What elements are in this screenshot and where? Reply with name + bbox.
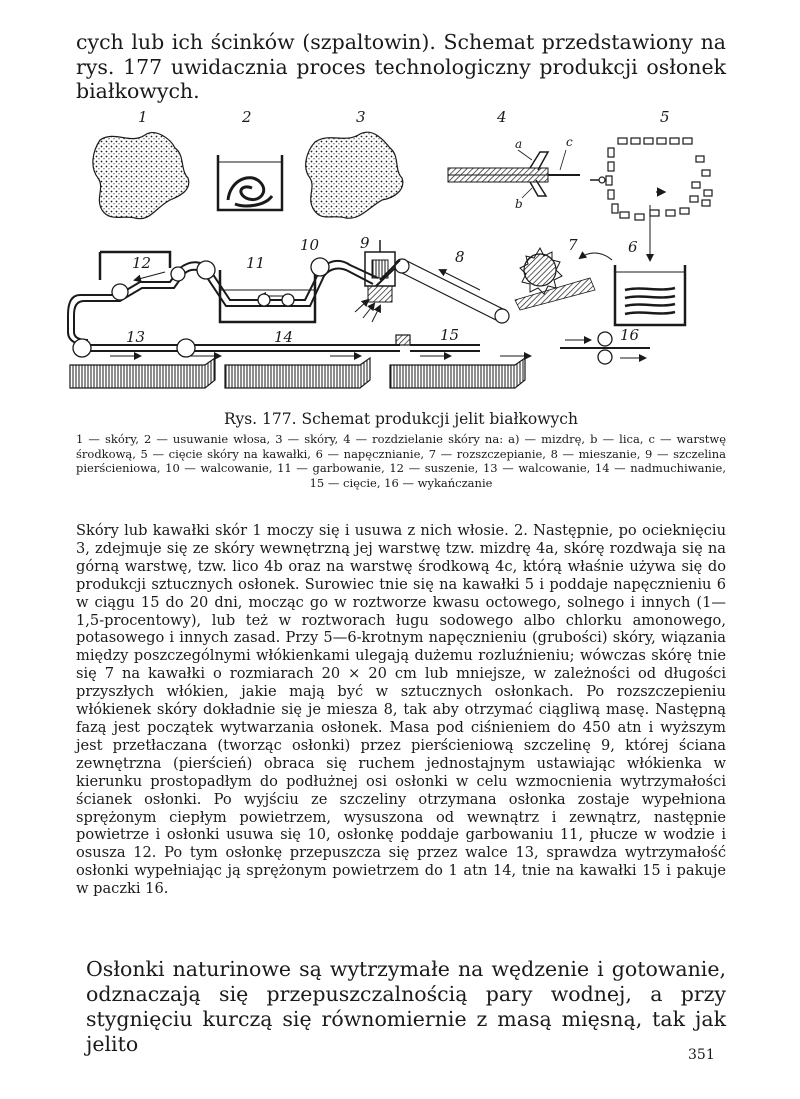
label-15: 15 [440,326,460,344]
label-b: b [515,197,523,211]
hide-3 [306,132,403,218]
rollers-lower [73,332,612,364]
roller-10 [311,258,329,276]
intro-paragraph: cych lub ich ścinków (szpaltowin). Schemat przedstawiony na rys. 177 uwidacznia proces technologiczny produkcji osłonek białkowych. [76,30,726,103]
hide-1 [93,133,189,219]
label-c: c [566,135,573,149]
roller-11c [282,294,294,306]
pieces-5 [590,138,712,220]
roller-11b [258,294,270,306]
process-diagram [60,100,740,410]
figure-177 [60,100,740,410]
page-number: 351 [688,1047,715,1063]
label-a: a [515,137,523,151]
label-14: 14 [274,328,294,346]
roller-12b [171,267,185,281]
casing-line-lower [88,340,650,358]
cutter-7 [515,248,595,310]
label-11: 11 [246,254,266,272]
label-8: 8 [455,248,465,266]
label-10: 10 [300,236,320,254]
roller-16b [598,350,612,364]
label-2: 2 [242,108,252,126]
knife-15 [396,335,410,345]
label-13: 13 [126,328,146,346]
label-7: 7 [568,236,578,254]
mixer-8 [395,259,509,323]
label-3: 3 [356,108,366,126]
roller-16a [598,332,612,346]
figure-legend: 1 — skóry, 2 — usuwanie włosa, 3 — skóry, 4 — rozdzielanie skóry na: a) — mizdrę, b — lica, c — warstwę środkową, 5 — cięcie skóry na kawałki, 6 — napęcznianie, 7 — rozszczepianie, 8 — mieszanie, 9 — szczelina pierścieniowa, 10 — walcowanie, 11 — garbowanie, 12 — suszenie, 13 — walcowanie, 14 — nadmuchiwanie, 15 — cięcie, 16 — wykańczanie [76,432,726,490]
label-16: 16 [620,326,640,344]
roller-11a [197,261,215,279]
die-9 [355,240,395,322]
roller-13a [73,339,91,357]
label-1: 1 [138,108,148,126]
closing-paragraph: Osłonki naturinowe są wytrzymałe na wędzenie i gotowanie, odznaczają się przepuszczalnością pary wodnej, a przy stygnięciu kurczą się równomiernie z masą mięsną, tak jak jelito [86,957,726,1056]
label-12: 12 [132,254,152,272]
label-5: 5 [660,108,670,126]
vat-2 [218,155,282,210]
label-4: 4 [497,108,507,126]
splitter-4 [448,150,580,198]
figure-caption: Rys. 177. Schemat produkcji jelit białkowych [224,410,578,428]
label-6: 6 [628,238,638,256]
vat-6 [580,205,685,325]
roller-12 [112,284,128,300]
roller-13b [177,339,195,357]
label-9: 9 [360,234,370,252]
body-paragraph: Skóry lub kawałki skór 1 moczy się i usuwa z nich włosie. 2. Następnie, po ocieknięciu 3, zdejmuje się ze skóry wewnętrzną jej warstwę tzw. mizdrę 4a, skórę rozdwaja się na górną warstwę, tzw. lico 4b oraz na warstwę środkową 4c, którą właśnie używa się do produkcji sztucznych osłonek. Surowiec tnie się na kawałki 5 i poddaje napęcznieniu 6 w ciągu 15 do 20 dni, mocząc go w roztworze kwasu octowego, solnego i innych (1—1,5-procentowy), lub też w roztworach ługu sodowego albo chlorku amonowego, potasowego i innych zasad. Przy 5—6-krotnym napęcznieniu (grubości) skóry, wiązania między poszczególnymi włókienkami ulegają dużemu rozluźnieniu; wówczas skórę tnie się 7 na kawałki o rozmiarach 20 × 20 cm lub mniejsze, w zależności od długości przyszłych włókien, jakie mają być w sztucznych osłonkach. Po rozszczepieniu włókienek skóry dokładnie się je miesza 8, tak aby otrzymać ciągliwą masę. Następną fazą jest początek wytwarzania osłonek. Masa pod ciśnieniem do 450 atn i wyższym jest przetłaczana (tworząc osłonki) przez pierścieniową szczelinę 9, której ściana zewnętrzna (pierścień) obraca się ruchem jednostajnym ustawiając włókienka w kierunku prostopadłym do podłużnej osi osłonki w celu wzmocnienia wytrzymałości ścianek osłonki. Po wyjściu ze szczeliny otrzymana osłonka zostaje wypełniona sprężonym ciepłym powietrzem, wysuszona od wewnątrz i zewnątrz, następnie powietrze i osłonki usuwa się 10, osłonkę poddaje garbowaniu 11, płucze w wodzie i osusza 12. Po tym osłonkę przepuszcza się przez walce 13, sprawdza wytrzymałość osłonki wypełniając ją sprężonym powietrzem do 1 atn 14, tnie na kawałki 15 i pakuje w paczki 16. [76,522,726,898]
